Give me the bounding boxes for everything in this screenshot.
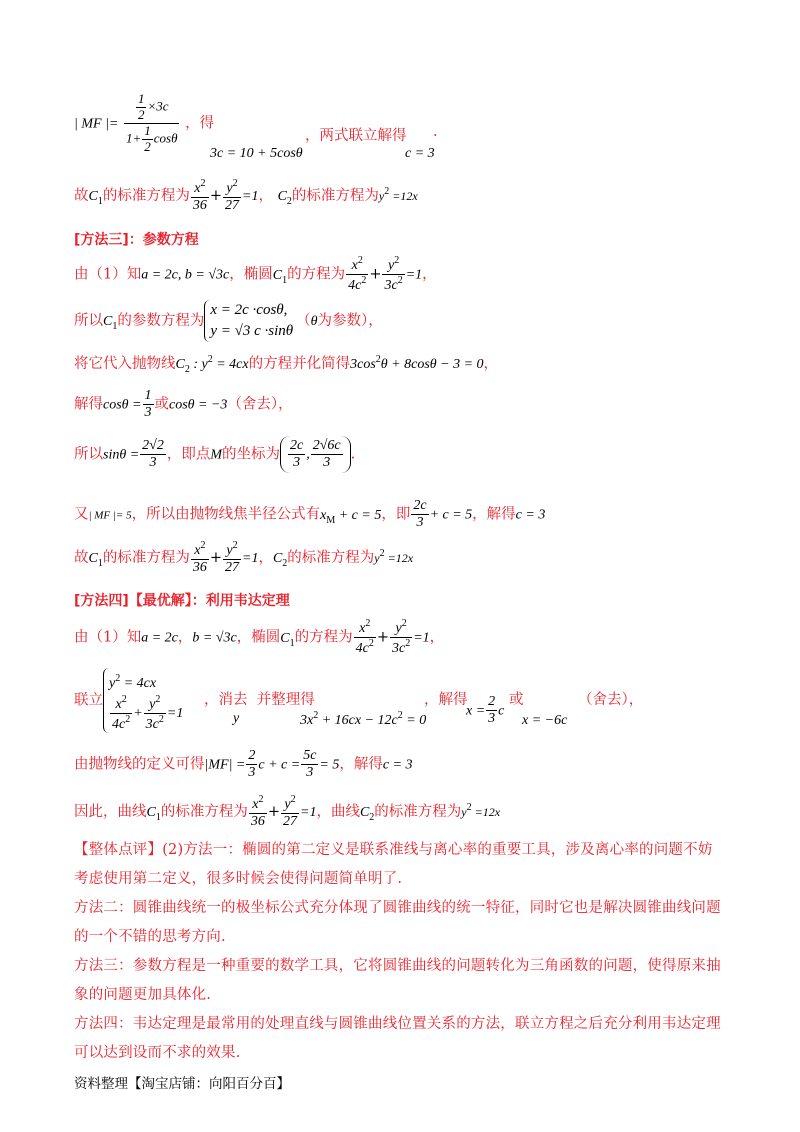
line-standard-eq-2: 故$C_1$的标准方程为 $\frac{x^2}{36}$ + $\frac{y^2}{27}$ =1，$C_2$的标准方程为$y^2 =12x$ bbox=[74, 540, 414, 576]
eq-3c: 3c = 10 + 5cosθ bbox=[210, 146, 303, 161]
line-m3-given: 由（1）知a = 2c, b = √3c，椭圆$C_1$的方程为 $\frac{x^2}{4c^2}$ + $\frac{y^2}{3c^2}$ =1， bbox=[74, 255, 437, 294]
line-m4-system: 联立 $y^2 = 4cx$ $\frac{x^2}{4c^2}$ + $\frac{y^2}{3c^2}$ =1 bbox=[74, 668, 186, 733]
line1-mid: ，两式联立解得 bbox=[305, 128, 407, 144]
line11-text1: ，消去 并整理得 bbox=[204, 692, 315, 708]
eq-x-root2: x = −6c bbox=[522, 713, 568, 728]
method4-heading: [方法四]【最优解】：利用韦达定理 bbox=[74, 593, 290, 609]
line-m4-given: 由（1）知a = 2c，b = √3c，椭圆$C_1$的方程为 $\frac{x^2}{4c^2}$ + $\frac{y^2}{3c^2}$ =1， bbox=[74, 618, 445, 657]
eq-quadratic: $3x^2 + 16cx - 12c^2 = 0$ bbox=[300, 710, 427, 728]
method3-heading: [方法三]：参数方程 bbox=[74, 232, 199, 248]
line11-text2: ，解得 bbox=[424, 692, 468, 708]
comment-method1: 【整体点评】(2)方法一：椭圆的第二定义是联系准线与离心率的重要工具，涉及离心率的问题不妨考虑使用第二定义，很多时候会使得问题简单明了. bbox=[74, 842, 713, 887]
line-m3-solve: 解得cosθ = $\frac{1}{3}$ 或cosθ = −3（舍去）， bbox=[74, 388, 293, 421]
line-m4-definition: 由抛物线的定义可得|MF| = $\frac{2}{3}$ c + c = $\frac{5c}{3}$ = 5，解得c = 3 bbox=[74, 748, 413, 781]
line1-dot: . bbox=[433, 124, 438, 140]
line-polar-result: | MF |= $\frac{1}{2}$ ×3c 1+ $\frac{1}{2}$ cosθ ，得 bbox=[74, 91, 215, 154]
var-y: y bbox=[233, 711, 240, 726]
footer-source: 资料整理【淘宝店铺：向阳百分百】 bbox=[74, 1076, 290, 1092]
comment-method2: 方法二：圆锥曲线统一的极坐标公式充分体现了圆锥曲线的统一特征，同时它也是解决圆锥曲线问题的一个不错的思考方向. bbox=[74, 900, 721, 945]
comment-method3: 方法三：参数方程是一种重要的数学工具，它将圆锥曲线的问题转化为三角函数的问题，使得原来抽象的问题更加具体化. bbox=[74, 958, 721, 1003]
line11-discard: （舍去）， bbox=[578, 692, 644, 708]
line-m3-point: 所以sinθ = $\frac{2√2}{3}$ ，即点M的坐标为 $\frac{2c}{3}$ , $\frac{2√6c}{3}$ . bbox=[74, 436, 355, 473]
line11-or: 或 bbox=[509, 692, 524, 708]
eq-c3: c = 3 bbox=[405, 146, 435, 161]
line-standard-eq-3: 因此，曲线$C_1$的标准方程为 $\frac{x^2}{36}$ + $\frac{y^2}{27}$ =1，曲线$C_2$的标准方程为$y^2 =12x$ bbox=[74, 794, 501, 830]
line-standard-eq-1: 故$C_1$的标准方程为 $\frac{x^2}{36}$ + $\frac{y^2}{27}$ =1， $C_2$的标准方程为$y^2 =12x$ bbox=[74, 178, 418, 214]
eq-x-root1: x = $\frac{2}{3}$ c bbox=[466, 694, 505, 727]
comment-method4: 方法四：韦达定理是最常用的处理直线与圆锥曲线位置关系的方法，联立方程之后充分利用韦达定理可以达到设而不求的效果. bbox=[74, 1016, 721, 1061]
line-m3-param: 所以$C_1$的参数方程为 x = 2c ·cosθ, y = √3 c ·sinθ （θ为参数）， bbox=[74, 300, 383, 342]
line-m3-substitute: 将它代入抛物线$C_2$ : $y^2 = 4cx$的方程并化简得$3\cos^2\theta + 8\cos\theta - 3 = 0$， bbox=[74, 354, 499, 375]
line-m3-focal: 又| MF |= 5，所以由抛物线焦半径公式有$x_M + c = 5$，即 $\frac{2c}{3}$ + c = 5，解得c = 3 bbox=[74, 498, 546, 531]
